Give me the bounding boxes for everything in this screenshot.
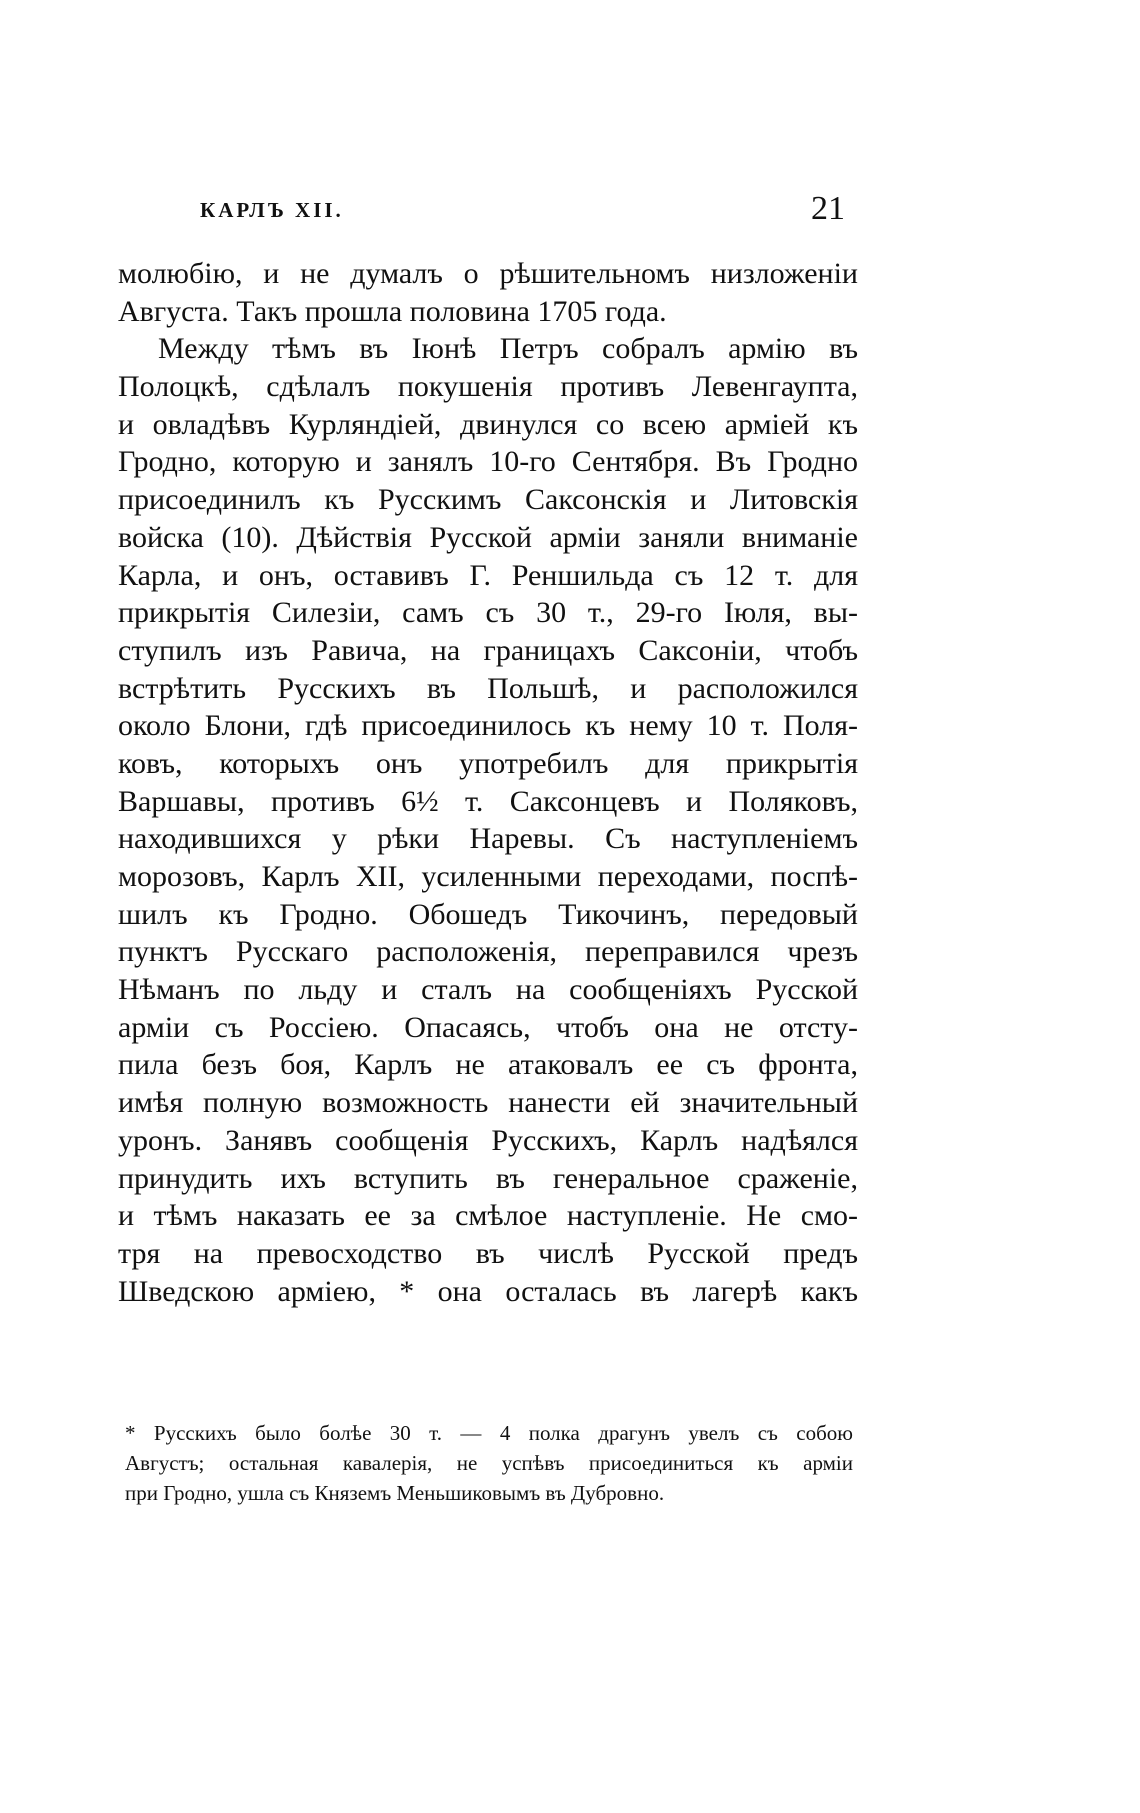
footnote-line: при Гродно, ушла съ Княземъ Меньшиковымъ въ Дубровно. [125,1481,665,1505]
text-line: Между тѣмъ въ Іюнѣ Петръ собралъ армію въ [158,332,858,366]
text-line: Варшавы, противъ 6½ т. Саксонцевъ и Поляковъ, [118,784,858,818]
footnote-line: Августъ; остальная кавалерія, не успѣвъ присоединиться къ арміи [125,1451,853,1475]
text-line: Шведскою арміею, * она осталась въ лагерѣ какъ [118,1274,858,1308]
text-line: морозовъ, Карлъ XII, усиленными переходами, поспѣ- [118,860,858,893]
text-line: присоединилъ къ Русскимъ Саксонскія и Литовскія [118,483,858,517]
footnote-line: * Русскихъ было болѣе 30 т. — 4 полка драгунъ увелъ съ собою [125,1421,853,1445]
text-line: Нѣманъ по льду и сталъ на сообщеніяхъ Русской [118,973,858,1007]
footnote [125,1418,853,1508]
text-line: пила безъ боя, Карлъ не атаковалъ ее съ фронта, [118,1048,858,1082]
text-line: прикрытія Силезіи, самъ съ 30 т., 29-го Іюля, вы- [118,596,858,630]
text-line: Гродно, которую и занялъ 10-го Сентября. Въ Гродно [118,445,858,479]
text-line: встрѣтить Русскихъ въ Польшѣ, и расположился [118,671,858,705]
text-line: Полоцкѣ, сдѣлалъ покушенія противъ Левенгаупта, [118,370,858,404]
text-line: пунктъ Русскаго расположенія, переправился чрезъ [118,935,858,969]
text-line: уронъ. Занявъ сообщенія Русскихъ, Карлъ надѣялся [118,1123,858,1157]
text-line: шилъ къ Гродно. Обошедъ Тикочинъ, передовый [118,897,858,931]
text-line: Августа. Такъ прошла половина 1705 года. [118,294,667,328]
text-line: молюбію, и не думалъ о рѣшительномъ низложеніи [118,257,858,290]
text-line: находившихся у рѣки Наревы. Съ наступленіемъ [118,822,858,856]
body-text [118,255,858,1310]
running-head [200,190,845,230]
text-line: Карла, и онъ, оставивъ Г. Реншильда съ 12 т. для [118,558,858,592]
text-line: ступилъ изъ Равича, на границахъ Саксоніи, чтобъ [118,633,858,667]
text-line: ковъ, которыхъ онъ употребилъ для прикрытія [118,746,858,780]
text-line: и овладѣвъ Курляндіей, двинулся со всею арміей къ [118,407,858,441]
text-line: арміи съ Россіею. Опасаясь, чтобъ она не отсту- [118,1010,858,1044]
text-line: войска (10). Дѣйствія Русской арміи заняли вниманіе [118,520,858,554]
running-title: КАРЛЪ XII. [200,198,344,222]
text-line: имѣя полную возможность нанести ей значительный [118,1086,858,1120]
text-line: тря на превосходство въ числѣ Русской предъ [118,1236,858,1270]
text-line: и тѣмъ наказать ее за смѣлое наступленіе. Не смо- [118,1199,858,1233]
text-line: около Блони, гдѣ присоединилось къ нему 10 т. Поля- [118,709,858,743]
text-line: принудить ихъ вступить въ генеральное сраженіе, [118,1161,858,1195]
page-number: 21 [811,190,845,227]
